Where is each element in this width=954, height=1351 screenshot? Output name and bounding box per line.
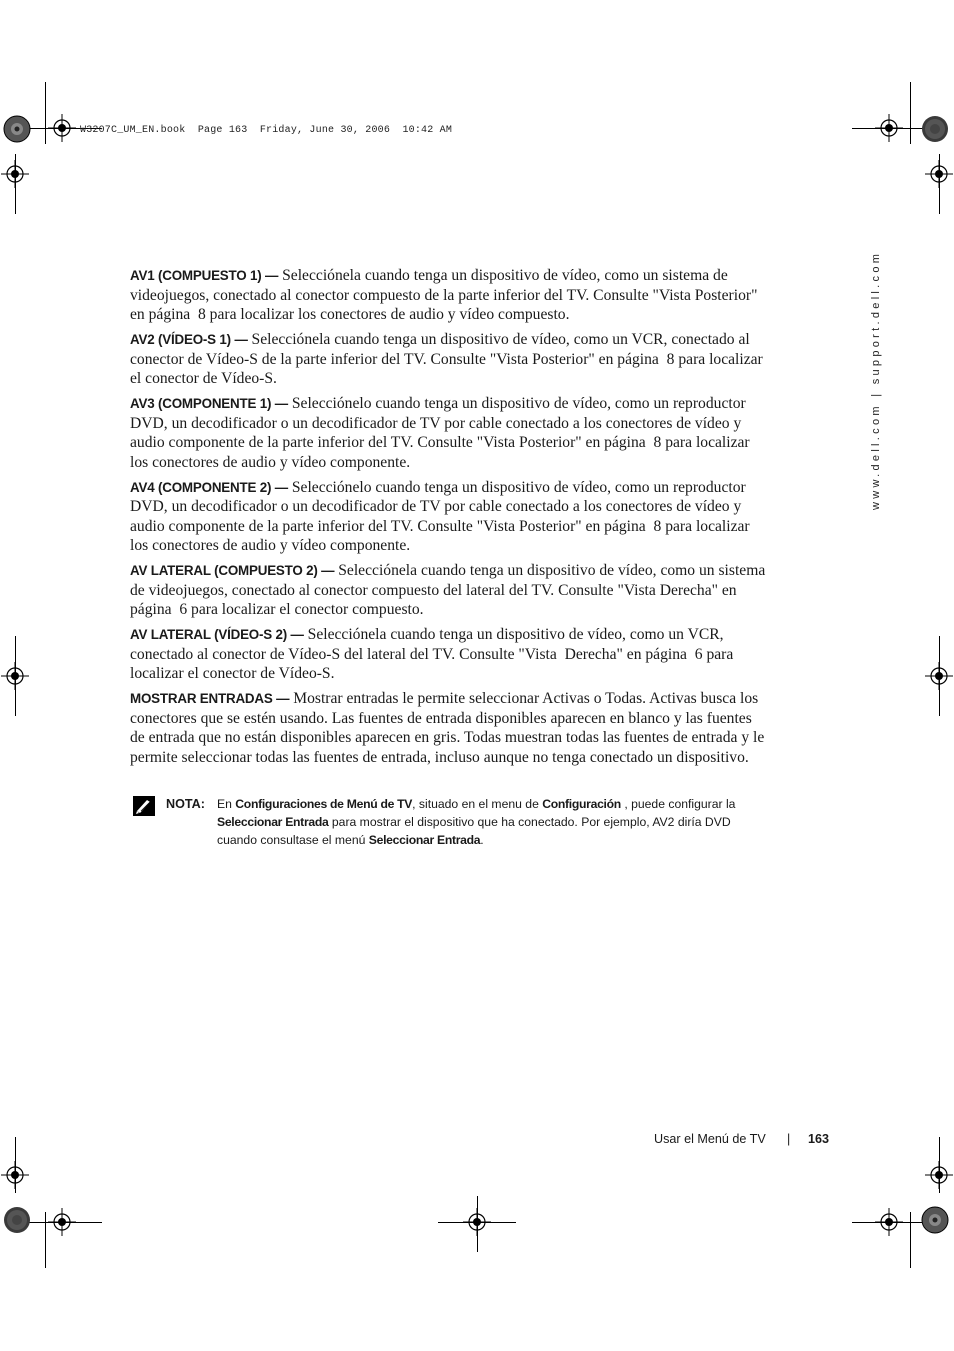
entry-av1 bbox=[130, 266, 770, 325]
entry-text: Selecciónela cuando tenga un dispositivo de vídeo, como un sistema de videojuegos, conectado al conector compuesto del lateral del TV. Consulte "Vista Derecha" en página 6 para localizar el conector compuesto. bbox=[130, 562, 766, 618]
note-menu-ref: Seleccionar Entrada bbox=[217, 815, 329, 829]
entry-term: AV4 (COMPONENTE 2) — bbox=[130, 479, 288, 495]
entry-text: Mostrar entradas le permite seleccionar Activas o Todas. Activas busca los conectores que se estén usando. Las fuentes de entrada disponibles aparecen en blanco y las fuentes de entrada que no están disponibles aparecen en gris. Todas muestran todas las fuentes de entrada y le permite seleccionar todas las fuentes de entrada, incluso aunque no tenga conectado un dispositivo. bbox=[130, 690, 765, 766]
note-menu-ref: Seleccionar Entrada bbox=[368, 833, 481, 847]
entry-term: AV2 (VÍDEO-S 1) — bbox=[130, 332, 248, 347]
note-menu-ref: Configuraciones de Menú de TV bbox=[235, 797, 413, 811]
entry-term: AV3 (COMPONENTE 1) — bbox=[130, 396, 288, 411]
note-text bbox=[217, 795, 762, 849]
note-text-part: , situado en el menu de bbox=[412, 797, 543, 811]
entry-text: Selecciónela cuando tenga un dispositivo de vídeo, como un sistema de videojuegos, conectado al conector compuesto de la parte inferior del TV. Consulte "Vista Posterior" en página 8 para localizar los conectores de audio y vídeo compuesto. bbox=[130, 267, 758, 323]
footer-separator: | bbox=[787, 1132, 791, 1146]
entry-av3 bbox=[130, 394, 770, 472]
entry-av-lateral-compuesto bbox=[130, 561, 770, 620]
print-header: W3207C_UM_EN.book Page 163 Friday, June 30, 2006 10:42 AM bbox=[80, 125, 453, 136]
footer-section: Usar el Menú de TV bbox=[654, 1132, 766, 1146]
entry-mostrar-entradas bbox=[130, 689, 770, 767]
entry-text: Selecciónelo cuando tenga un dispositivo de vídeo, como un reproductor DVD, un decodificador o un decodificador de TV por cable conectado a los conectores de vídeo y audio componente de la parte inferior del TV. Consulte "Vista Posterior" en página 8 para localizar los conectores de audio y vídeo componente. bbox=[130, 478, 750, 554]
note-menu-ref: Configuración bbox=[542, 797, 621, 811]
entry-text: Selecciónela cuando tenga un dispositivo de vídeo, como un VCR, conectado al conector de Vídeo-S del lateral del TV. Consulte "Vista Derecha" en página 6 para localizar el conector de Vídeo-S. bbox=[130, 626, 734, 682]
note-text-part: para mostrar el dispositivo que ha conectado. Por ejemplo, AV2 diría DVD cuando consultase el menú bbox=[217, 815, 731, 847]
side-url: www.dell.com | support.dell.com bbox=[870, 250, 882, 510]
note-text-part: . bbox=[480, 833, 484, 847]
entry-term: MOSTRAR ENTRADAS — bbox=[130, 691, 290, 706]
note-label: NOTA: bbox=[166, 797, 205, 811]
main-content bbox=[130, 266, 770, 773]
pencil-note-icon bbox=[133, 796, 155, 816]
entry-text: Selecciónela cuando tenga un dispositivo de vídeo, como un VCR, conectado al conector de Vídeo-S de la parte inferior del TV. Consulte "Vista Posterior" en página 8 para localizar el conector de Vídeo-S. bbox=[130, 331, 763, 387]
note-text-part: En bbox=[217, 797, 236, 811]
entry-text: Selecciónelo cuando tenga un dispositivo de vídeo, como un reproductor DVD, un decodificador o un decodificador de TV por cable conectado a los conectores de vídeo y audio componente de la parte inferior del TV. Consulte "Vista Posterior" en página 8 para localizar los conectores de audio y vídeo componente. bbox=[130, 395, 750, 471]
entry-term: AV1 (COMPUESTO 1) — bbox=[130, 268, 279, 283]
entry-av4 bbox=[130, 478, 770, 556]
entry-av2 bbox=[130, 330, 770, 389]
entry-term: AV LATERAL (VÍDEO-S 2) — bbox=[130, 627, 304, 642]
entry-av-lateral-video-s bbox=[130, 625, 770, 684]
page-number: 163 bbox=[808, 1132, 830, 1146]
note-text-part: , puede configurar la bbox=[620, 797, 736, 811]
entry-term: AV LATERAL (COMPUESTO 2) — bbox=[130, 563, 335, 578]
